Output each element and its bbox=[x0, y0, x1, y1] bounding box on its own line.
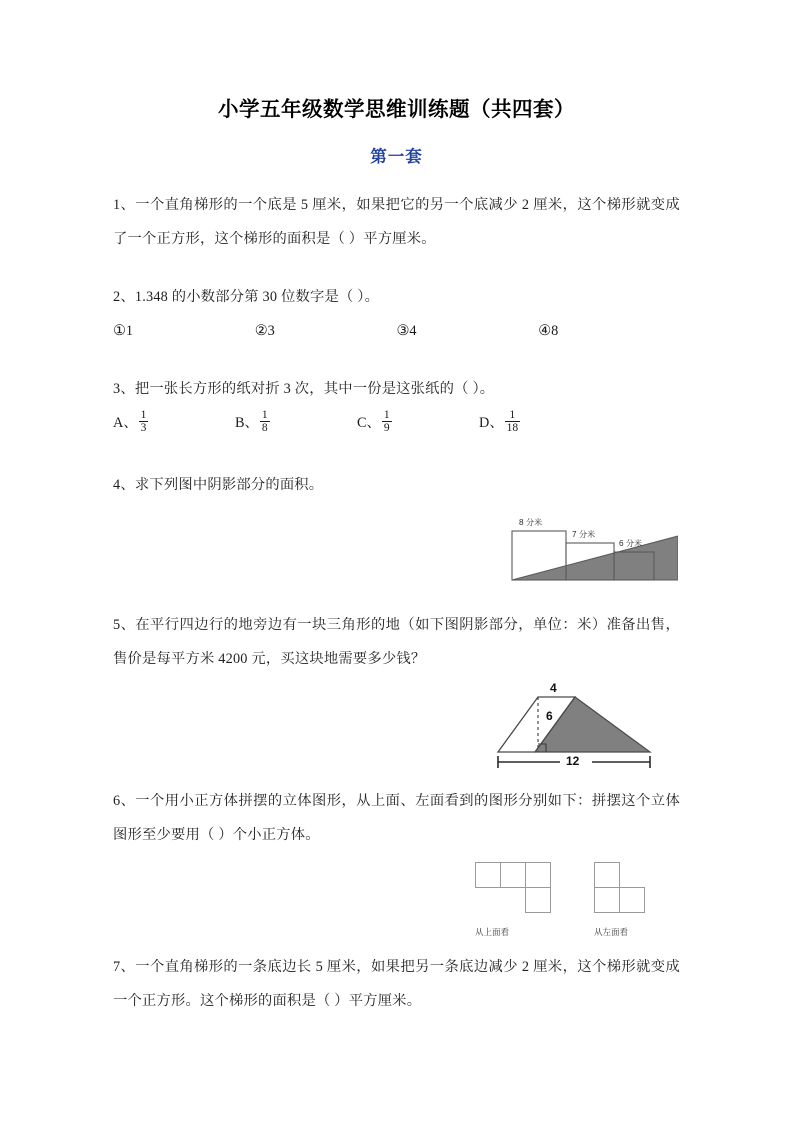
page-subtitle: 第一套 bbox=[370, 146, 423, 166]
fraction-numerator: 1 bbox=[261, 409, 268, 422]
question-3-options bbox=[113, 408, 680, 438]
option-c[interactable] bbox=[357, 408, 479, 438]
question-1 bbox=[113, 188, 680, 256]
option-b[interactable] bbox=[235, 408, 357, 438]
option-d-label: D、 bbox=[479, 414, 504, 431]
option-a-fraction bbox=[139, 409, 149, 434]
question-4-text: 4、求下列图中阴影部分的面积。 bbox=[113, 476, 324, 493]
figure-label-6dm: 6 分米 bbox=[619, 538, 643, 548]
view-from-left bbox=[594, 862, 680, 936]
grid-cell bbox=[525, 862, 551, 888]
question-3 bbox=[113, 372, 680, 438]
option-c-label: C、 bbox=[357, 414, 381, 431]
question-4 bbox=[113, 468, 680, 588]
option-a-label: A、 bbox=[113, 414, 138, 431]
figure-label-8dm: 8 分米 bbox=[519, 517, 543, 527]
question-1-text: 1、一个直角梯形的一个底是 5 厘米，如果把它的另一个底减少 2 厘米，这个梯形就变成了一个正方形，这个梯形的面积是（ ）平方厘米。 bbox=[113, 196, 680, 247]
fraction-numerator: 1 bbox=[509, 409, 516, 422]
question-7 bbox=[113, 950, 680, 1018]
question-6 bbox=[113, 784, 680, 936]
fraction-denominator: 18 bbox=[506, 422, 519, 435]
fraction-numerator: 1 bbox=[383, 409, 390, 422]
option-d-fraction bbox=[505, 409, 521, 434]
figure-label-7dm: 7 分米 bbox=[572, 529, 596, 539]
figure-stepped-rectangles-svg bbox=[488, 510, 678, 588]
question-5 bbox=[113, 608, 680, 772]
fraction-numerator: 1 bbox=[140, 409, 147, 422]
question-2-options bbox=[113, 316, 680, 346]
left-view-caption: 从左面看 bbox=[594, 926, 629, 937]
grid-cell bbox=[594, 887, 620, 913]
option-c-fraction bbox=[382, 409, 392, 434]
option-b-label: B、 bbox=[235, 414, 259, 431]
grid-cell bbox=[475, 862, 501, 888]
option-d[interactable] bbox=[479, 408, 601, 438]
view-from-top bbox=[475, 862, 561, 936]
figure-parallelogram-triangle-svg bbox=[480, 680, 680, 772]
option-a[interactable] bbox=[113, 408, 235, 438]
option-b-fraction bbox=[260, 409, 270, 434]
page-title: 小学五年级数学思维训练题（共四套） bbox=[218, 99, 575, 121]
question-2 bbox=[113, 280, 680, 346]
option-2[interactable]: ②3 bbox=[254, 322, 275, 339]
grid-cell bbox=[594, 862, 620, 888]
question-5-text: 5、在平行四边行的地旁边有一块三角形的地（如下图阴影部分，单位：米）准备出售，售价是每平方米 4200 元，买这块地需要多少钱？ bbox=[113, 616, 680, 667]
grid-cell bbox=[525, 887, 551, 913]
figure-label-top-side: 4 bbox=[550, 680, 557, 695]
option-4[interactable]: ④8 bbox=[538, 322, 559, 339]
figure-orthographic-views bbox=[475, 862, 680, 936]
figure-label-height: 6 bbox=[546, 708, 553, 723]
question-6-text: 6、一个用小正方体拼摆的立体图形，从上面、左面看到的图形分别如下：拼摆这个立体图形至少要用（ ）个小正方体。 bbox=[113, 792, 680, 843]
question-2-text: 2、1.348 的小数部分第 30 位数字是（ ）。 bbox=[113, 288, 380, 305]
shaded-triangle bbox=[535, 697, 650, 752]
question-7-text: 7、一个直角梯形的一条底边长 5 厘米，如果把另一条底边减少 2 厘米，这个梯形就变成一个正方形。这个梯形的面积是（ ）平方厘米。 bbox=[113, 958, 680, 1009]
fraction-denominator: 8 bbox=[261, 422, 268, 435]
figure-label-base: 12 bbox=[566, 753, 580, 768]
top-view-caption: 从上面看 bbox=[475, 926, 510, 937]
left-view-grid bbox=[594, 862, 680, 914]
grid-cell bbox=[619, 887, 645, 913]
option-3[interactable]: ③4 bbox=[396, 322, 417, 339]
figure-stepped-rectangles bbox=[488, 510, 678, 588]
top-view-grid bbox=[475, 862, 561, 914]
figure-parallelogram-triangle bbox=[480, 680, 680, 772]
fraction-denominator: 3 bbox=[140, 422, 147, 435]
fraction-denominator: 9 bbox=[383, 422, 390, 435]
grid-cell bbox=[500, 862, 526, 888]
option-1[interactable]: ①1 bbox=[113, 322, 133, 339]
question-3-text: 3、把一张长方形的纸对折 3 次，其中一份是这张纸的（ ）。 bbox=[113, 380, 495, 397]
